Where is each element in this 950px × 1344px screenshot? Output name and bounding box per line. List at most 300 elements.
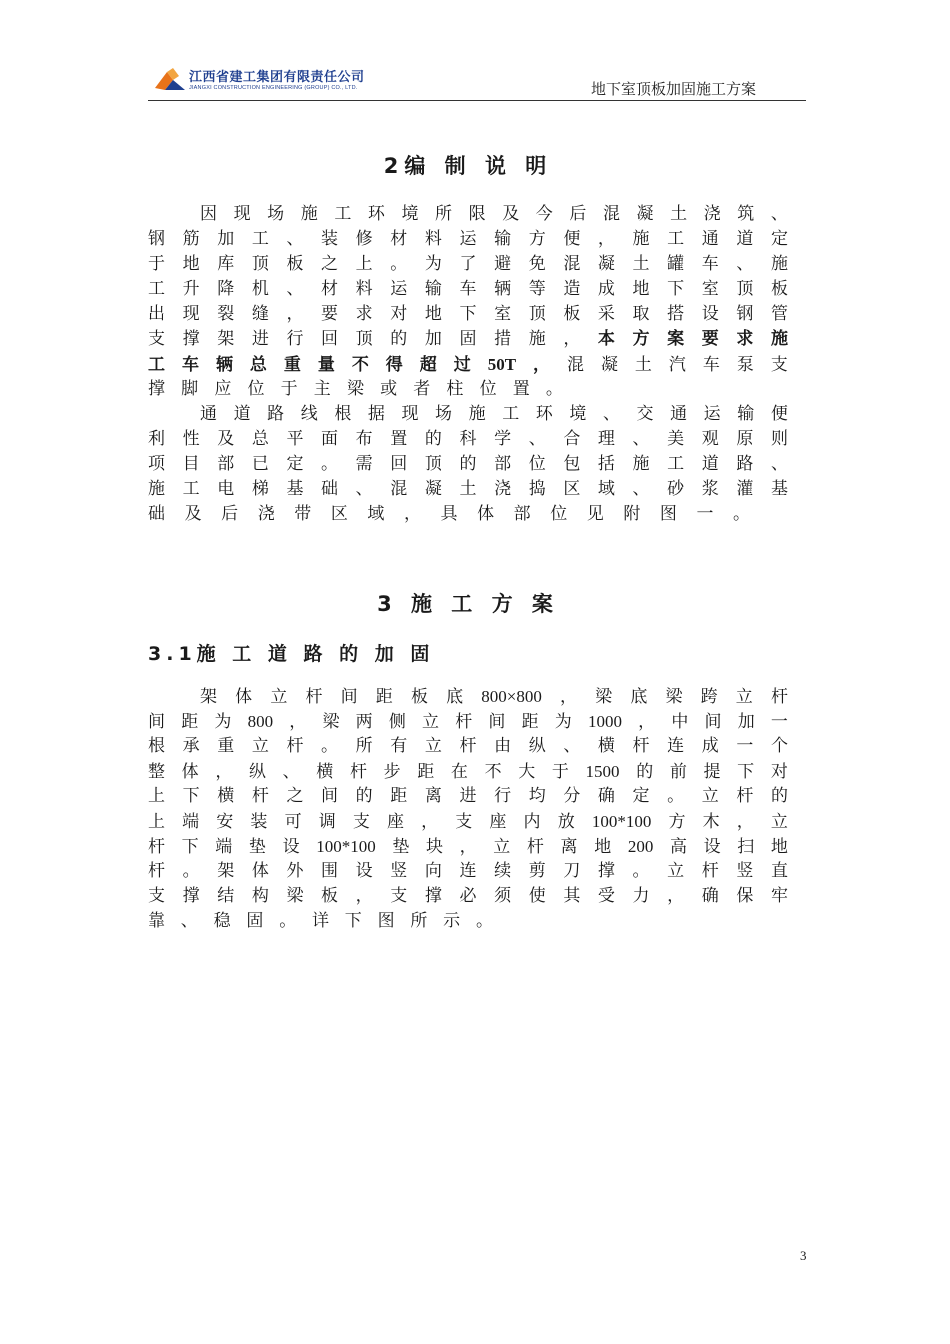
text-token: 加: [737, 712, 755, 732]
text-token: 垫: [248, 837, 266, 857]
text-token: 杆: [251, 786, 269, 806]
text-token: 交: [636, 404, 654, 424]
text-token: 设: [701, 304, 719, 324]
text-token: 者: [413, 379, 431, 399]
text-token: 混: [390, 479, 408, 499]
text-token: 求: [736, 329, 754, 349]
text-token: 过: [453, 355, 471, 375]
text-token: 有: [390, 736, 408, 756]
text-token: 、: [632, 479, 650, 499]
text-token: 板: [410, 687, 428, 707]
text-token: 工: [251, 229, 269, 249]
text-token: 的: [355, 786, 373, 806]
text-line: [148, 377, 563, 402]
text-token: ，: [597, 229, 615, 249]
text-token: 案: [667, 329, 685, 349]
text-token: 端: [182, 812, 200, 832]
text-token: 、: [180, 911, 198, 931]
text-token: 输: [424, 279, 442, 299]
text-token: 附: [623, 504, 641, 524]
text-token: 侧: [388, 712, 406, 732]
text-token: 固: [246, 911, 264, 931]
text-token: ，: [459, 837, 477, 857]
text-token: ，: [638, 712, 656, 732]
text-token: 底: [630, 687, 648, 707]
text-token: 整: [148, 762, 165, 782]
text-token: 靠: [148, 911, 165, 931]
text-token: 。: [632, 861, 650, 881]
text-token: 采: [597, 304, 615, 324]
section-3-1-heading: 3.1施 工 道 路 的 加 固: [148, 643, 435, 665]
text-token: 杆: [459, 736, 477, 756]
text-token: 1500: [585, 762, 620, 781]
text-token: 裂: [217, 304, 235, 324]
text-token: 立: [493, 837, 511, 857]
text-token: 体: [181, 762, 199, 782]
text-line: [148, 909, 493, 934]
text-token: 架: [200, 687, 217, 707]
text-token: 梁: [286, 886, 304, 906]
text-token: 800: [247, 712, 274, 731]
text-token: 于: [280, 379, 298, 399]
text-token: 端: [215, 837, 233, 857]
text-token: 距: [390, 786, 408, 806]
text-token: 搭: [667, 304, 685, 324]
text-token: 100*100: [591, 812, 652, 831]
text-token: 须: [494, 886, 512, 906]
text-token: 、: [770, 204, 788, 224]
text-token: 剪: [528, 861, 546, 881]
text-token: 汽: [668, 355, 686, 375]
text-token: 行: [494, 786, 512, 806]
text-token: 梯: [251, 479, 269, 499]
text-token: 因: [200, 204, 217, 224]
text-token: 杆: [148, 837, 165, 857]
text-token: 离: [424, 786, 442, 806]
text-token: 现: [182, 304, 200, 324]
text-token: 位: [247, 379, 265, 399]
text-token: 带: [294, 504, 312, 524]
text-token: 后: [221, 504, 239, 524]
text-token: 地: [424, 304, 442, 324]
text-token: 之: [286, 786, 304, 806]
text-token: 放: [557, 812, 575, 832]
text-token: 下: [667, 279, 685, 299]
text-token: 顶: [251, 254, 269, 274]
text-token: 支: [770, 355, 788, 375]
text-token: 续: [494, 861, 512, 881]
text-token: 支: [148, 886, 165, 906]
text-token: 下: [181, 837, 199, 857]
text-token: 基: [770, 479, 788, 499]
text-token: 输: [737, 404, 755, 424]
text-token: 已: [251, 454, 269, 474]
text-token: 。: [733, 504, 750, 524]
text-token: 于: [148, 254, 165, 274]
text-token: 筋: [182, 229, 200, 249]
text-token: 支: [390, 886, 408, 906]
text-token: 。: [545, 379, 563, 399]
text-token: 包: [563, 454, 581, 474]
text-token: ，: [533, 355, 550, 375]
text-token: 确: [597, 786, 615, 806]
text-token: 。: [475, 911, 493, 931]
text-token: 一: [770, 712, 788, 732]
text-token: 1000: [587, 712, 622, 731]
text-line: [148, 252, 788, 277]
text-token: 。: [390, 254, 408, 274]
text-token: 括: [597, 454, 615, 474]
text-token: 工: [667, 454, 685, 474]
text-line: [148, 859, 788, 884]
text-token: 下: [737, 762, 755, 782]
text-token: 避: [494, 254, 512, 274]
text-token: 及: [217, 429, 235, 449]
text-token: 距: [181, 712, 199, 732]
text-token: 砂: [667, 479, 685, 499]
text-line: [148, 834, 788, 859]
text-token: 前: [669, 762, 687, 782]
text-token: 造: [563, 279, 581, 299]
text-token: 出: [148, 304, 165, 324]
text-token: ，: [560, 687, 577, 707]
text-token: 体: [251, 861, 269, 881]
text-token: ，: [355, 886, 373, 906]
text-token: 浆: [701, 479, 719, 499]
text-token: 室: [701, 279, 719, 299]
text-token: 混: [602, 204, 620, 224]
text-token: 道: [736, 229, 754, 249]
text-token: 不: [484, 762, 502, 782]
text-token: 部: [513, 504, 531, 524]
text-token: 限: [468, 204, 486, 224]
text-token: 立: [701, 786, 719, 806]
text-token: 料: [424, 229, 442, 249]
text-token: 了: [459, 254, 477, 274]
text-token: 。: [182, 861, 200, 881]
text-token: 、: [355, 479, 373, 499]
text-token: 环: [367, 204, 385, 224]
text-token: 杆: [770, 687, 788, 707]
text-token: 不: [351, 355, 369, 375]
text-token: 为: [424, 254, 442, 274]
text-token: 罐: [667, 254, 685, 274]
text-token: 地: [632, 279, 650, 299]
text-token: 间: [704, 712, 722, 732]
text-token: 料: [355, 279, 373, 299]
text-token: 的: [390, 329, 408, 349]
text-token: 的: [636, 762, 654, 782]
text-token: 杆: [349, 762, 367, 782]
section-2-paragraph-2: [148, 402, 788, 527]
company-logo: [153, 66, 365, 96]
text-token: 个: [770, 736, 788, 756]
text-token: 成: [597, 279, 615, 299]
text-line: [148, 352, 788, 377]
text-token: 杆: [455, 712, 473, 732]
text-token: 上: [148, 786, 165, 806]
text-token: 重: [217, 736, 235, 756]
text-token: 混: [566, 355, 584, 375]
text-token: 土: [459, 479, 477, 499]
text-token: 现: [233, 204, 251, 224]
text-token: 便: [563, 229, 581, 249]
text-token: 架: [217, 861, 235, 881]
text-token: 杆: [701, 861, 719, 881]
text-token: 定: [286, 454, 304, 474]
text-token: 可: [284, 812, 302, 832]
text-token: 布: [355, 429, 373, 449]
text-token: 面: [321, 429, 339, 449]
text-token: 钢: [148, 229, 165, 249]
text-token: 内: [523, 812, 541, 832]
text-token: 措: [494, 329, 512, 349]
text-line: [148, 809, 788, 834]
text-token: 土: [634, 355, 652, 375]
text-token: 电: [217, 479, 235, 499]
text-token: 行: [286, 329, 304, 349]
text-token: 装: [250, 812, 268, 832]
text-token: 施: [632, 229, 650, 249]
text-token: 材: [390, 229, 408, 249]
text-token: 浇: [494, 479, 512, 499]
text-line: [148, 884, 788, 909]
text-token: 支: [148, 329, 165, 349]
text-token: 上: [355, 254, 373, 274]
text-token: 牢: [770, 886, 788, 906]
text-token: 道: [233, 404, 251, 424]
text-token: 800×800: [481, 687, 542, 706]
text-token: 提: [703, 762, 721, 782]
text-token: 平: [286, 429, 304, 449]
text-token: 主: [313, 379, 331, 399]
text-token: 础: [321, 479, 339, 499]
text-line: [148, 277, 788, 302]
text-token: 、: [736, 254, 754, 274]
text-token: 。: [321, 454, 339, 474]
text-token: 、: [282, 762, 300, 782]
text-token: 柱: [446, 379, 464, 399]
text-token: 立: [667, 861, 685, 881]
text-token: 利: [148, 429, 165, 449]
text-token: 定: [770, 229, 788, 249]
text-token: 结: [217, 886, 235, 906]
text-token: 间: [321, 786, 339, 806]
text-token: 车: [701, 254, 719, 274]
text-token: 梁: [595, 687, 613, 707]
text-token: 设: [703, 837, 721, 857]
text-token: 通: [200, 404, 217, 424]
text-token: 为: [554, 712, 572, 732]
text-token: 库: [217, 254, 235, 274]
text-token: 的: [424, 429, 442, 449]
text-token: 方: [632, 329, 650, 349]
text-token: 灌: [736, 479, 754, 499]
text-token: 域: [367, 504, 385, 524]
text-token: 图: [377, 911, 395, 931]
text-token: 要: [701, 329, 719, 349]
text-token: 对: [770, 762, 788, 782]
text-token: 木: [702, 812, 720, 832]
text-token: 跨: [700, 687, 718, 707]
text-token: 及: [502, 204, 520, 224]
text-token: 础: [148, 504, 165, 524]
text-token: 、: [602, 404, 620, 424]
text-token: 上: [148, 812, 165, 832]
text-token: 杆: [148, 861, 165, 881]
text-token: 所: [410, 911, 428, 931]
text-token: 混: [563, 254, 581, 274]
text-token: 运: [703, 404, 721, 424]
text-token: 土: [632, 254, 650, 274]
text-token: 承: [182, 736, 200, 756]
text-token: ，: [403, 504, 421, 524]
text-token: 施: [770, 329, 788, 349]
text-token: 、: [770, 454, 788, 474]
section-3-heading: 3 施 工 方 案: [377, 592, 559, 616]
text-token: 凝: [600, 355, 618, 375]
text-token: 加: [424, 329, 442, 349]
text-token: 等: [528, 279, 546, 299]
text-token: 块: [425, 837, 443, 857]
text-token: 设: [282, 837, 300, 857]
text-token: 置: [512, 379, 530, 399]
text-token: 、: [286, 279, 304, 299]
text-token: 区: [330, 504, 348, 524]
text-token: ，: [286, 304, 304, 324]
text-token: 扫: [737, 837, 755, 857]
text-token: 受: [597, 886, 615, 906]
text-token: 撑: [148, 379, 165, 399]
text-token: 梁: [322, 712, 340, 732]
text-token: 高: [669, 837, 687, 857]
text-line: [148, 684, 788, 709]
text-token: 两: [355, 712, 373, 732]
text-token: 。: [321, 736, 339, 756]
text-token: 顶: [424, 454, 442, 474]
text-token: 施: [770, 254, 788, 274]
text-token: 本: [597, 329, 615, 349]
text-token: 施: [468, 404, 486, 424]
text-token: 机: [251, 279, 269, 299]
text-token: 、: [286, 229, 304, 249]
text-token: 要: [321, 304, 339, 324]
text-token: 的: [459, 454, 477, 474]
text-token: 路: [736, 454, 754, 474]
text-token: 管: [770, 304, 788, 324]
text-line: [148, 402, 788, 427]
text-token: 观: [701, 429, 719, 449]
text-token: 所: [435, 204, 453, 224]
text-line: [148, 327, 788, 352]
text-token: 详: [311, 911, 329, 931]
text-token: 输: [494, 229, 512, 249]
text-token: 见: [586, 504, 604, 524]
text-token: 立: [251, 736, 269, 756]
text-token: 梁: [665, 687, 683, 707]
text-token: 凝: [597, 254, 615, 274]
text-token: 杆: [305, 687, 323, 707]
text-token: 总: [251, 429, 269, 449]
text-token: 位: [479, 379, 497, 399]
text-token: 间: [148, 712, 165, 732]
text-token: 方: [528, 229, 546, 249]
text-token: 重: [283, 355, 301, 375]
text-token: 均: [528, 786, 546, 806]
text-token: 板: [286, 254, 304, 274]
text-token: 求: [355, 304, 373, 324]
text-token: 学: [494, 429, 512, 449]
text-token: 车: [459, 279, 477, 299]
text-token: 离: [560, 837, 578, 857]
text-token: 工: [334, 204, 352, 224]
text-token: 取: [632, 304, 650, 324]
text-token: 撑: [597, 861, 615, 881]
text-token: 、: [632, 429, 650, 449]
text-token: 脚: [181, 379, 199, 399]
text-token: 根: [148, 736, 165, 756]
text-token: 需: [355, 454, 373, 474]
text-token: 泵: [736, 355, 754, 375]
text-token: 。: [667, 786, 685, 806]
text-token: 得: [385, 355, 403, 375]
text-token: 体: [477, 504, 495, 524]
text-token: 于: [551, 762, 569, 782]
text-token: 顶: [736, 279, 754, 299]
text-line: [148, 709, 788, 734]
text-token: 示: [443, 911, 461, 931]
text-token: 降: [217, 279, 235, 299]
text-token: 分: [563, 786, 581, 806]
text-token: 目: [182, 454, 200, 474]
text-token: 原: [736, 429, 754, 449]
text-token: 地: [770, 837, 788, 857]
text-token: 缝: [251, 304, 269, 324]
text-token: 。: [279, 911, 297, 931]
text-token: 加: [217, 229, 235, 249]
text-token: 必: [459, 886, 477, 906]
text-token: 合: [563, 429, 581, 449]
text-token: 中: [671, 712, 689, 732]
text-token: 其: [563, 886, 581, 906]
text-token: 定: [632, 786, 650, 806]
text-token: 位: [528, 454, 546, 474]
text-token: 地: [182, 254, 200, 274]
text-token: 运: [459, 229, 477, 249]
text-line: [148, 227, 788, 252]
text-token: 撑: [182, 886, 200, 906]
text-line: [148, 452, 788, 477]
text-token: 线: [300, 404, 318, 424]
text-token: 凝: [636, 204, 654, 224]
text-token: 部: [494, 454, 512, 474]
text-token: 一: [696, 504, 714, 524]
text-token: 外: [286, 861, 304, 881]
text-token: 土: [670, 204, 688, 224]
text-token: 立: [770, 812, 788, 832]
text-token: 100*100: [316, 837, 376, 856]
text-line: [148, 202, 788, 227]
text-token: 施: [632, 454, 650, 474]
text-token: 根: [334, 404, 352, 424]
text-token: 图: [659, 504, 677, 524]
text-token: 总: [249, 355, 267, 375]
text-token: 运: [390, 279, 408, 299]
text-token: ，: [563, 329, 581, 349]
text-token: 调: [318, 812, 336, 832]
text-token: 设: [355, 861, 373, 881]
text-token: 竖: [390, 861, 408, 881]
